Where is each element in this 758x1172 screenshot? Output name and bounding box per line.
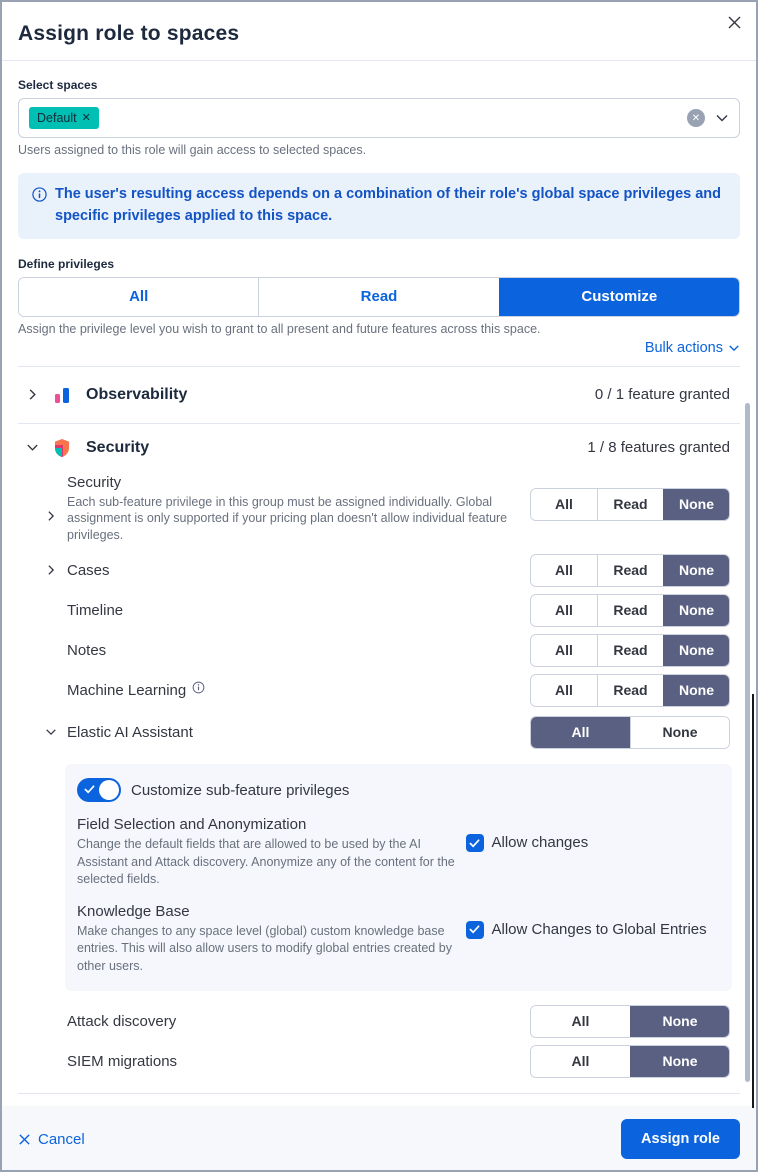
modal-body (2, 78, 756, 1149)
subfeature-description: Make changes to any space level (global) custom knowledge base entries. This will also allow users to modify global entries created by other users. (77, 923, 452, 973)
feature-label: Notes (67, 641, 107, 659)
info-icon[interactable] (192, 681, 205, 694)
feature-label: Machine Learning (67, 681, 187, 699)
spaces-combobox[interactable] (18, 98, 740, 138)
category-title: Security (86, 438, 150, 456)
info-icon (32, 187, 47, 202)
privilege-group-cases (530, 554, 730, 587)
features-list (18, 366, 740, 1150)
chevron-right-icon[interactable] (45, 510, 57, 522)
allow-changes-checkbox-row[interactable] (466, 834, 720, 889)
chevron-right-icon[interactable] (26, 388, 39, 401)
check-icon (84, 784, 95, 795)
toggle-label: Customize sub-feature privileges (131, 781, 350, 799)
privilege-group-siem-migrations (530, 1045, 730, 1078)
option-read[interactable]: Read (597, 675, 663, 706)
badge-remove-icon[interactable]: ✕ (81, 111, 91, 124)
define-privileges-label: Define privileges (18, 256, 115, 271)
subfeature-title: Knowledge Base (77, 902, 190, 920)
category-count: 1 / 8 features granted (587, 439, 730, 456)
option-all[interactable]: All (531, 595, 597, 626)
privilege-customize-button[interactable]: Customize (499, 278, 739, 316)
privilege-group-notes (530, 634, 730, 667)
privilege-group-timeline (530, 594, 730, 627)
assign-role-button[interactable]: Assign role (621, 1119, 740, 1159)
option-none[interactable]: None (663, 675, 729, 706)
feature-label: Timeline (67, 601, 124, 619)
feature-description: Each sub-feature privilege in this group must be assigned individually. Global assignment is only supported if your pricing plan doesn't allow individual feature privileges. (67, 494, 508, 543)
chevron-down-icon (728, 342, 740, 354)
feature-label: Elastic AI Assistant (67, 723, 193, 741)
subfeature-field-selection (77, 816, 720, 889)
subfeature-title: Field Selection and Anonymization (77, 816, 307, 834)
option-none[interactable]: None (630, 717, 729, 748)
privilege-group-security (530, 488, 730, 521)
feature-row-machine-learning (18, 670, 740, 710)
category-count: 0 / 1 feature granted (594, 386, 730, 403)
feature-label: Cases (67, 561, 110, 579)
option-all[interactable]: All (531, 1006, 630, 1037)
option-none[interactable]: None (663, 635, 729, 666)
select-spaces-help: Users assigned to this role will gain access to selected spaces. (18, 143, 367, 157)
chevron-right-icon[interactable] (45, 564, 57, 576)
option-all[interactable]: All (531, 675, 597, 706)
feature-row-cases (18, 550, 740, 590)
combobox-clear-icon[interactable]: ✕ (687, 109, 705, 127)
option-all[interactable]: All (531, 489, 597, 520)
page-title: Assign role to spaces (18, 22, 240, 45)
option-all[interactable]: All (531, 555, 597, 586)
privilege-group-machine-learning (530, 674, 730, 707)
security-icon (52, 438, 72, 458)
cancel-label: Cancel (38, 1130, 85, 1148)
option-none[interactable]: None (663, 595, 729, 626)
close-icon[interactable] (722, 10, 746, 34)
feature-row-attack-discovery (18, 1001, 740, 1041)
callout-text: The user's resulting access depends on a combination of their role's global space privileges and specific privileges applied to this space. (55, 186, 722, 224)
chevron-down-icon[interactable] (715, 111, 729, 125)
subfeature-description: Change the default fields that are allowed to be used by the AI Assistant and Attack discovery. Anonymize any of the content for the selected fields. (77, 837, 455, 887)
category-row-security[interactable] (18, 424, 740, 472)
option-all[interactable]: All (531, 1046, 630, 1077)
privilege-group-attack-discovery (530, 1005, 730, 1038)
space-badge-label: Default (37, 111, 77, 125)
checkbox-label: Allow changes (491, 834, 589, 852)
privilege-all-button[interactable]: All (19, 278, 258, 316)
info-callout (18, 173, 740, 239)
chevron-down-icon[interactable] (26, 441, 39, 454)
close-icon (18, 1133, 31, 1146)
define-privileges-help: Assign the privilege level you wish to grant to all present and future features across this space. (18, 321, 541, 336)
option-none[interactable]: None (663, 555, 729, 586)
feature-label: SIEM migrations (67, 1052, 178, 1070)
option-read[interactable]: Read (597, 489, 663, 520)
bulk-actions-label: Bulk actions (644, 339, 723, 356)
checkbox-checked-icon[interactable] (466, 834, 484, 852)
select-spaces-label: Select spaces (18, 78, 98, 92)
feature-label: Attack discovery (67, 1012, 177, 1030)
option-all[interactable]: All (531, 635, 597, 666)
option-none[interactable]: None (630, 1046, 729, 1077)
privilege-read-button[interactable]: Read (258, 278, 498, 316)
option-none[interactable]: None (630, 1006, 729, 1037)
feature-label: Security (67, 473, 122, 491)
ai-assistant-subfeature-panel (65, 764, 732, 991)
observability-icon (52, 385, 72, 405)
subfeature-knowledge-base (77, 903, 720, 976)
checkbox-label: Allow Changes to Global Entries (491, 920, 707, 938)
scrollbar-thumb[interactable] (745, 403, 750, 1082)
scroll-indicator-line (752, 694, 754, 1108)
bulk-actions-link[interactable] (645, 340, 740, 356)
feature-row-siem-migrations (18, 1041, 740, 1081)
feature-row-notes (18, 630, 740, 670)
chevron-down-icon[interactable] (45, 726, 57, 738)
option-none[interactable]: None (663, 489, 729, 520)
privilege-group-elastic-ai-assistant (530, 716, 730, 749)
modal-header (2, 2, 756, 61)
modal-footer (2, 1108, 756, 1170)
option-read[interactable]: Read (597, 555, 663, 586)
space-badge-default[interactable] (29, 107, 99, 129)
allow-global-entries-checkbox-row[interactable] (466, 921, 720, 976)
cancel-button[interactable] (18, 1131, 85, 1148)
category-title: Observability (86, 385, 188, 403)
option-all[interactable]: All (531, 717, 630, 748)
checkbox-checked-icon[interactable] (466, 921, 484, 939)
feature-row-timeline (18, 590, 740, 630)
option-read[interactable]: Read (597, 635, 663, 666)
feature-row-elastic-ai-assistant (18, 710, 740, 754)
feature-row-security-group (18, 472, 740, 551)
option-read[interactable]: Read (597, 595, 663, 626)
customize-subfeatures-toggle[interactable] (77, 778, 121, 802)
privilege-level-group (18, 277, 740, 317)
category-row-observability[interactable] (18, 367, 740, 423)
